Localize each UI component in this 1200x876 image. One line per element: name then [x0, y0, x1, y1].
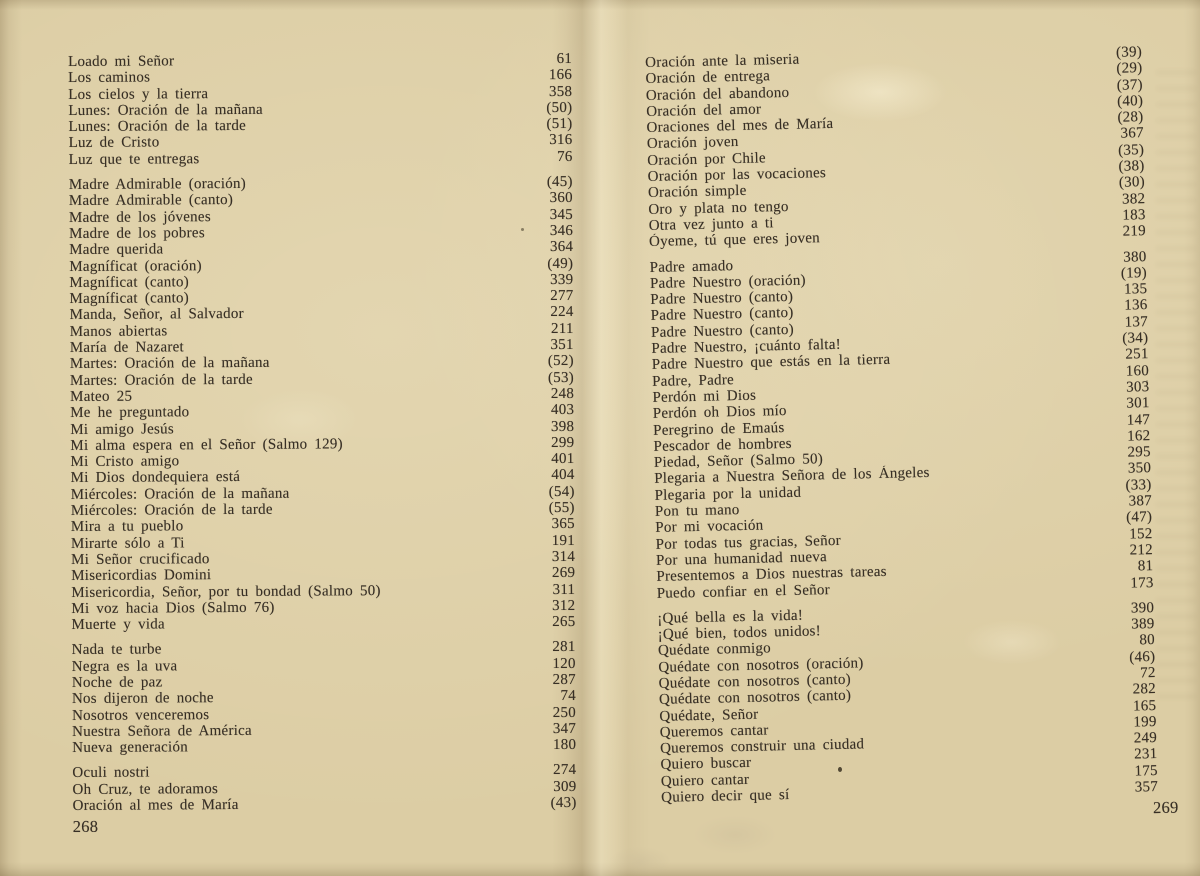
entry-title: Manda, Señor, al Salvador	[69, 306, 244, 324]
entry-page-number: 398	[550, 418, 575, 435]
entry-page-number: 345	[549, 206, 574, 223]
entry-title: Oración joven	[646, 134, 739, 153]
entry-title: Noche de paz	[71, 674, 163, 691]
index-group	[645, 44, 1146, 250]
entry-title: Mi alma espera en el Señor (Salmo 129)	[70, 436, 343, 454]
entry-title: Quédate con nosotros (canto)	[658, 671, 852, 692]
entry-title: Nuestra Señora de América	[72, 722, 252, 740]
right-page-index-list	[645, 44, 1158, 806]
entry-page-number: 365	[551, 516, 575, 533]
entry-page-number: 224	[550, 304, 574, 321]
entry-title: Otra vez junto a ti	[648, 215, 774, 234]
entry-title: Me he preguntado	[70, 404, 190, 422]
entry-page-number: 389	[1131, 616, 1155, 633]
entry-title: Quiero buscar	[660, 755, 752, 774]
entry-title: Padre Nuestro que estás en la tierra	[651, 352, 891, 374]
index-entry	[73, 795, 577, 814]
index-entry	[69, 149, 573, 168]
entry-page-number: 120	[552, 655, 576, 672]
entry-page-number: 74	[560, 688, 576, 705]
entry-page-number: (34)	[1122, 330, 1149, 347]
entry-title: Perdón oh Dios mío	[652, 403, 787, 423]
entry-title: Miércoles: Oración de la mañana	[70, 485, 290, 503]
ink-speck	[1146, 380, 1148, 383]
entry-title: Oración de entrega	[645, 68, 771, 88]
entry-page-number: 314	[551, 548, 576, 565]
entry-title: Loado mi Señor	[68, 53, 175, 70]
entry-title: Por una humanidad nueva	[655, 549, 828, 569]
entry-page-number: 61	[556, 50, 573, 68]
entry-title: Madre querida	[69, 241, 164, 259]
entry-title: Mi amigo Jesús	[70, 420, 175, 438]
entry-title: Mira a tu pueblo	[70, 518, 184, 536]
entry-title: Madre de los pobres	[69, 225, 205, 242]
entry-title: Madre Admirable (canto)	[68, 192, 234, 210]
entry-title: Oración simple	[647, 183, 747, 202]
entry-page-number: (35)	[1118, 141, 1145, 159]
entry-page-number: 301	[1126, 395, 1150, 412]
entry-page-number: 404	[551, 467, 575, 484]
entry-title: Padre, Padre	[651, 371, 735, 390]
entry-title: Puedo confiar en el Señor	[656, 581, 831, 602]
entry-title: Oculi nostri	[72, 764, 150, 782]
right-page	[645, 44, 1179, 828]
entry-page-number: (50)	[546, 99, 573, 116]
entry-title: Padre Nuestro, ¡cuánto falta!	[651, 336, 842, 357]
entry-page-number: 367	[1120, 125, 1145, 143]
index-group	[72, 762, 576, 814]
entry-page-number: 137	[1124, 313, 1149, 331]
entry-page-number: (28)	[1117, 109, 1144, 126]
entry-page-number: 199	[1133, 713, 1157, 731]
entry-page-number: 382	[1121, 190, 1146, 208]
entry-page-number: (54)	[548, 483, 575, 500]
entry-page-number: (33)	[1125, 476, 1152, 494]
index-group	[657, 600, 1158, 806]
entry-page-number: 346	[549, 222, 574, 240]
entry-page-number: 212	[1129, 541, 1154, 559]
entry-title: Oro y plata no tengo	[648, 198, 789, 218]
entry-page-number: 390	[1130, 599, 1155, 617]
entry-page-number: 303	[1125, 379, 1150, 396]
entry-page-number: 147	[1126, 411, 1151, 429]
page-number-left: 268	[72, 817, 99, 837]
entry-page-number: 135	[1123, 281, 1148, 298]
entry-title: Mateo 25	[70, 388, 133, 405]
entry-title: Misericordia, Señor, por tu bondad (Salmo 50)	[71, 582, 381, 601]
entry-page-number: 136	[1124, 297, 1148, 315]
entry-title: Piedad, Señor (Salmo 50)	[653, 451, 824, 472]
entry-page-number: (19)	[1120, 264, 1148, 282]
entry-title: Padre Nuestro (canto)	[650, 321, 795, 341]
entry-page-number: 299	[551, 434, 575, 451]
page-number-right: 269	[1152, 797, 1179, 818]
entry-title: Madre de los jóvenes	[68, 208, 211, 226]
entry-page-number: 274	[553, 762, 577, 779]
entry-title: Quiero decir que sí	[661, 787, 790, 806]
entry-page-number: 312	[552, 597, 576, 614]
entry-page-number: 81	[1137, 558, 1154, 575]
entry-page-number: 339	[550, 271, 574, 288]
entry-page-number: (37)	[1116, 76, 1143, 94]
entry-title: Oración del abandono	[645, 84, 790, 104]
entry-page-number: 173	[1130, 574, 1154, 592]
entry-title: Lunes: Oración de la tarde	[68, 118, 247, 136]
entry-title: Padre Nuestro (canto)	[650, 305, 794, 325]
entry-page-number: 166	[548, 67, 573, 84]
entry-title: Oración del amor	[646, 101, 762, 120]
entry-title: Los cielos y la tierra	[68, 85, 209, 103]
entry-title: Mi Dios dondequiera está	[70, 469, 241, 487]
entry-page-number: 309	[553, 778, 577, 795]
index-entry	[71, 614, 575, 633]
entry-page-number: (47)	[1126, 509, 1153, 526]
entry-title: Queremos construir una ciudad	[659, 736, 865, 758]
entry-title: Quédate conmigo	[657, 640, 772, 660]
entry-title: Oh Cruz, te adoramos	[72, 780, 219, 798]
index-entry	[72, 737, 576, 756]
entry-title: Misericordias Domini	[71, 567, 212, 585]
entry-title: Oraciones del mes de María	[646, 116, 834, 137]
entry-title: Nada te turbe	[71, 641, 162, 659]
entry-title: Plegaria por la unidad	[654, 484, 802, 504]
entry-title: Padre Nuestro (oración)	[649, 272, 807, 292]
entry-title: Nos dijeron de noche	[71, 690, 214, 708]
entry-title: Luz que te entregas	[68, 150, 200, 168]
entry-page-number: (43)	[550, 794, 577, 812]
entry-page-number: 175	[1134, 762, 1158, 780]
entry-page-number: 265	[552, 614, 576, 631]
entry-title: Mi voz hacia Dios (Salmo 76)	[71, 599, 275, 617]
entry-title: Presentemos a Dios nuestras tareas	[656, 564, 887, 586]
entry-title: Peregrino de Emaús	[653, 419, 785, 439]
entry-page-number: (49)	[547, 255, 574, 272]
entry-page-number: 269	[551, 565, 576, 582]
entry-page-number: 162	[1127, 427, 1151, 445]
entry-title: Pon tu mano	[654, 502, 740, 520]
entry-title: Nosotros venceremos	[71, 706, 210, 724]
index-group	[68, 51, 573, 168]
entry-page-number: (30)	[1118, 174, 1146, 192]
entry-page-number: 364	[549, 239, 574, 256]
entry-page-number: 401	[551, 451, 575, 468]
index-group	[72, 639, 577, 756]
entry-title: Miércoles: Oración de la tarde	[70, 501, 273, 520]
entry-title: María de Nazaret	[69, 339, 184, 357]
entry-title: Muerte y vida	[71, 616, 165, 634]
entry-page-number: (29)	[1116, 60, 1143, 78]
entry-page-number: (39)	[1115, 44, 1143, 61]
entry-title: Negra es la uva	[71, 658, 178, 675]
entry-title: ¡Qué bella es la vida!	[657, 607, 804, 627]
entry-page-number: (46)	[1129, 648, 1156, 666]
entry-title: Los caminos	[68, 69, 151, 87]
entry-page-number: 160	[1125, 362, 1150, 380]
entry-title: Nueva generación	[72, 739, 188, 757]
entry-page-number: 248	[550, 385, 575, 402]
ink-speck	[521, 228, 524, 231]
entry-title: Óyeme, tú que eres joven	[648, 230, 821, 251]
entry-title: Mi Señor crucificado	[71, 551, 210, 568]
left-page	[68, 51, 577, 836]
entry-page-number: 281	[552, 639, 576, 656]
entry-title: Madre Admirable (oración)	[68, 175, 247, 194]
entry-title: Queremos cantar	[659, 722, 769, 741]
entry-title: Por todas tus gracias, Señor	[655, 532, 842, 553]
entry-title: Quédate con nosotros (canto)	[658, 687, 852, 709]
entry-title: Padre Nuestro (canto)	[650, 288, 794, 309]
entry-title: Mirarte sólo a Ti	[70, 534, 185, 552]
entry-title: Mi Cristo amigo	[70, 453, 180, 471]
entry-title: Oración al mes de María	[72, 797, 239, 815]
entry-page-number: 183	[1122, 207, 1146, 224]
entry-title: Oración por las vocaciones	[647, 165, 827, 186]
entry-title: Padre amado	[649, 257, 734, 276]
entry-page-number: (38)	[1118, 158, 1145, 175]
entry-page-number: 165	[1132, 697, 1157, 715]
index-group	[649, 249, 1153, 602]
entry-page-number: 311	[552, 581, 576, 598]
entry-page-number: (45)	[546, 173, 573, 191]
entry-title: Magníficat (canto)	[69, 290, 190, 308]
entry-page-number: 251	[1125, 346, 1149, 363]
entry-page-number: 80	[1139, 632, 1156, 649]
entry-page-number: 316	[549, 132, 573, 149]
entry-page-number: 152	[1129, 525, 1153, 543]
entry-page-number: 403	[550, 402, 575, 419]
entry-title: Quiero cantar	[660, 771, 750, 790]
entry-page-number: 219	[1122, 223, 1147, 240]
entry-page-number: (40)	[1116, 93, 1144, 110]
entry-page-number: 358	[548, 83, 573, 100]
page-bleed-through	[1156, 70, 1196, 710]
entry-title: Magníficat (canto)	[69, 274, 189, 291]
index-group	[69, 174, 576, 633]
entry-title: Quédate, Señor	[659, 706, 759, 725]
entry-page-number: 360	[549, 190, 573, 207]
entry-page-number: 380	[1123, 248, 1147, 266]
entry-page-number: 351	[550, 336, 574, 354]
entry-title: Por mi vocación	[655, 517, 764, 537]
left-page-index-list	[68, 51, 577, 814]
entry-title: Luz de Cristo	[68, 134, 160, 152]
entry-page-number: 282	[1132, 681, 1157, 698]
entry-page-number: (52)	[547, 353, 574, 370]
entry-page-number: 347	[552, 720, 577, 737]
entry-page-number: 191	[551, 532, 576, 549]
entry-page-number: 357	[1134, 779, 1159, 796]
entry-page-number: 387	[1128, 493, 1153, 510]
entry-page-number: 76	[557, 148, 573, 165]
entry-title: Oración por Chile	[647, 150, 767, 169]
entry-title: Quédate con nosotros (oración)	[658, 655, 864, 676]
entry-page-number: 211	[550, 320, 574, 337]
entry-page-number: 72	[1139, 664, 1156, 682]
entry-page-number: 231	[1133, 746, 1158, 763]
entry-title: Plegaria a Nuestra Señora de los Ángeles	[654, 465, 930, 488]
entry-page-number: 350	[1127, 460, 1152, 477]
entry-title: Magníficat (oración)	[69, 257, 202, 275]
entry-title: Lunes: Oración de la mañana	[68, 101, 263, 119]
entry-page-number: (53)	[547, 369, 575, 386]
entry-page-number: 249	[1133, 730, 1158, 747]
entry-title: Pescador de hombres	[653, 435, 792, 455]
entry-title: Martes: Oración de la mañana	[69, 355, 270, 373]
entry-page-number: 250	[552, 704, 577, 721]
entry-title: ¡Qué bien, todos unidos!	[657, 623, 822, 643]
entry-page-number: 277	[550, 288, 574, 305]
ink-speck	[838, 767, 842, 772]
ink-speck	[236, 104, 238, 106]
entry-title: Perdón mi Dios	[652, 387, 757, 406]
entry-page-number: 295	[1127, 444, 1151, 461]
entry-page-number: 287	[552, 671, 576, 689]
entry-page-number: (51)	[546, 116, 573, 133]
entry-page-number: (55)	[548, 499, 575, 517]
ink-speck	[96, 215, 99, 217]
entry-title: Oración ante la miseria	[645, 51, 800, 71]
entry-page-number: 180	[552, 737, 577, 754]
entry-title: Martes: Oración de la tarde	[69, 371, 253, 389]
entry-title: Manos abiertas	[69, 323, 168, 340]
